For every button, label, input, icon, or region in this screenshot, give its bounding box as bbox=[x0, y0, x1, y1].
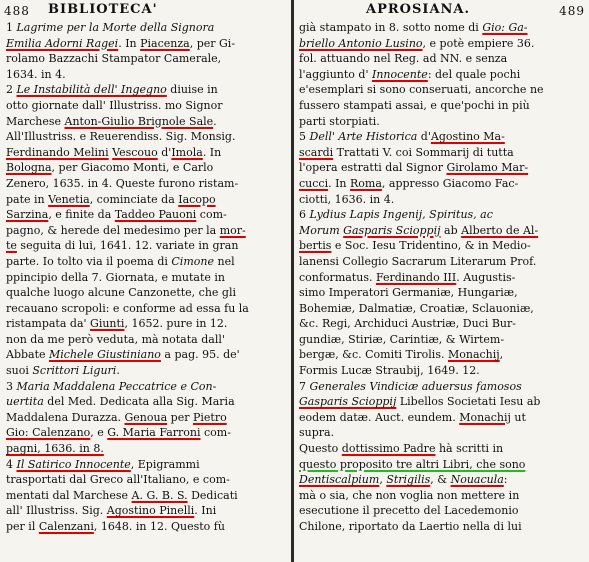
text-line bbox=[2, 145, 289, 161]
text-segment: : del quale pochi bbox=[427, 67, 521, 81]
text-segment: nel bbox=[213, 254, 235, 268]
underlined-text: Gasparis Scioppij bbox=[299, 395, 397, 409]
text-segment: non da me però veduta, mà notata dall' bbox=[6, 332, 225, 346]
text-segment: . Ini bbox=[194, 504, 217, 518]
text-segment: . bbox=[213, 114, 217, 128]
text-segment: 1634. in 4. bbox=[6, 67, 66, 81]
text-segment: a pag. 95. de' bbox=[160, 348, 240, 362]
text-line bbox=[296, 316, 587, 332]
underlined-text: Ferdinando Melini bbox=[6, 145, 109, 159]
text-segment: ppincipio della 7. Giornata, e mutate in bbox=[6, 270, 226, 284]
text-segment: . In bbox=[118, 36, 141, 50]
text-segment: , bbox=[499, 348, 504, 362]
text-segment: , Epigrammi bbox=[130, 457, 200, 471]
text-line bbox=[2, 114, 289, 130]
underlined-text: Monachij bbox=[447, 348, 500, 362]
text-segment: , bbox=[379, 473, 387, 487]
text-segment: l'opera estratti dal Signor bbox=[299, 161, 447, 175]
underlined-text: Monachij bbox=[459, 410, 511, 424]
text-line bbox=[296, 129, 587, 145]
left-text-body bbox=[2, 20, 289, 535]
text-segment: 2 bbox=[6, 83, 17, 97]
right-page-header bbox=[296, 0, 587, 20]
underlined-text: Iacopo bbox=[178, 192, 216, 206]
text-line bbox=[2, 347, 289, 363]
underlined-text: Imola bbox=[171, 145, 203, 159]
text-segment: , e bbox=[90, 426, 108, 440]
text-line bbox=[2, 82, 289, 98]
underlined-text: te bbox=[6, 239, 17, 253]
text-segment: per il bbox=[6, 520, 39, 533]
text-segment: Libellos Societati Iesu ab bbox=[396, 395, 541, 409]
underlined-text: Agostino Pinelli bbox=[106, 504, 195, 518]
text-segment: Marchese bbox=[6, 114, 65, 128]
underlined-text: Genoua bbox=[124, 410, 168, 424]
text-segment: : bbox=[503, 473, 508, 487]
underlined-text: Dentiscalpium bbox=[299, 473, 380, 487]
underlined-text: Il Satirico Innocente bbox=[16, 457, 131, 471]
left-running-title: BIBLIOTECA' bbox=[48, 2, 158, 17]
text-line bbox=[2, 223, 289, 239]
text-segment: . Augustis- bbox=[456, 270, 516, 284]
text-segment: suoi bbox=[6, 364, 33, 378]
text-segment: Maria Maddalena Peccatrice e Con- bbox=[16, 379, 217, 393]
text-segment: com- bbox=[196, 208, 227, 222]
underlined-text: Girolamo Mar- bbox=[446, 161, 529, 175]
text-segment: Trattati V. coi Sommarij di tutta bbox=[333, 145, 514, 159]
text-segment: Dell' Arte Historica bbox=[309, 130, 418, 144]
text-segment: pagno, & herede del medesimo per la bbox=[6, 223, 220, 237]
text-segment: 1 bbox=[6, 21, 17, 34]
page-gutter bbox=[291, 0, 294, 562]
underlined-text: Calenzani bbox=[38, 520, 94, 533]
text-line bbox=[2, 176, 289, 192]
underlined-text: Strigilis bbox=[386, 473, 431, 487]
text-segment: ut bbox=[510, 410, 526, 424]
text-line bbox=[2, 51, 289, 67]
text-line bbox=[296, 51, 587, 67]
text-segment: bergæ, &c. Comiti Tirolis. bbox=[299, 348, 448, 362]
text-line bbox=[2, 332, 289, 348]
text-segment: simo Imperatori Germaniæ, Hungariæ, bbox=[299, 286, 518, 300]
text-segment: All'Illustriss. e Reuerendiss. Sig. Monsig. bbox=[6, 130, 236, 144]
text-segment: Maddalena Durazza. bbox=[6, 410, 125, 424]
text-line bbox=[2, 363, 289, 379]
left-page-number: 488 bbox=[4, 4, 30, 18]
text-line bbox=[2, 503, 289, 519]
text-line bbox=[296, 20, 587, 36]
text-segment: uertita bbox=[6, 395, 44, 409]
text-segment: , & bbox=[430, 473, 451, 487]
underlined-text: G. Maria Farroni bbox=[107, 426, 201, 440]
text-segment: otto giornate dall' Illustriss. mo Signor bbox=[6, 98, 223, 112]
text-line bbox=[2, 285, 289, 301]
text-segment: conformatus. bbox=[299, 270, 376, 284]
underlined-text: Innocente bbox=[371, 67, 428, 81]
text-line bbox=[296, 238, 587, 254]
underlined-text: Anton-Giulio Brignole Sale bbox=[64, 114, 214, 128]
text-segment: Formis Lucæ Straubij, 1649. 12. bbox=[299, 364, 480, 378]
text-segment: . bbox=[116, 364, 120, 378]
underlined-text: Gio: Calenzano bbox=[6, 426, 91, 440]
text-segment: fussero stampati assai, e que'pochi in più bbox=[299, 98, 530, 112]
text-line bbox=[296, 270, 587, 286]
text-line bbox=[296, 394, 587, 410]
text-line bbox=[2, 192, 289, 208]
right-running-title: APROSIANA. bbox=[366, 2, 471, 17]
text-line bbox=[2, 488, 289, 504]
text-line bbox=[296, 285, 587, 301]
text-line bbox=[296, 36, 587, 52]
text-segment: Lagrime per la Morte della Signora bbox=[16, 21, 215, 34]
underlined-text: Pietro bbox=[192, 410, 227, 424]
underlined-text: Gio: Ga- bbox=[482, 21, 528, 34]
text-line bbox=[296, 472, 587, 488]
underlined-text: Vescouo bbox=[112, 145, 158, 159]
underlined-text: Nouacula bbox=[450, 473, 504, 487]
text-segment: pate in bbox=[6, 192, 49, 206]
text-line bbox=[296, 82, 587, 98]
text-segment: Bohemiæ, Dalmatiæ, Croatiæ, Sclauoniæ, bbox=[299, 301, 534, 315]
underlined-text: Ferdinando III bbox=[375, 270, 457, 284]
text-line bbox=[296, 425, 587, 441]
text-line bbox=[296, 332, 587, 348]
underlined-text: cucci bbox=[299, 176, 329, 190]
text-segment: esecutione il precetto del Lacedemonio bbox=[299, 504, 519, 518]
text-segment: , e finite da bbox=[48, 208, 115, 222]
text-line bbox=[296, 410, 587, 426]
underlined-text: scardi bbox=[299, 145, 334, 159]
text-line bbox=[2, 160, 289, 176]
text-line bbox=[2, 379, 289, 395]
text-segment: 7 bbox=[299, 379, 310, 393]
text-line bbox=[296, 457, 587, 473]
underlined-text: Le Instabilità dell' Ingegno bbox=[16, 83, 167, 97]
text-segment: &c. Regi, Archiduci Austriæ, Duci Bur- bbox=[299, 317, 516, 331]
text-line bbox=[296, 160, 587, 176]
left-page bbox=[2, 0, 289, 562]
text-line bbox=[296, 379, 587, 395]
text-segment: fol. attuando nel Reg. ad NN. e senza bbox=[299, 52, 508, 66]
text-line bbox=[296, 114, 587, 130]
text-segment: e'esemplari si sono conseruati, ancorche ne bbox=[299, 83, 544, 97]
text-segment: Morum bbox=[299, 223, 340, 237]
underlined-text: Bologna bbox=[6, 161, 52, 175]
text-line bbox=[2, 316, 289, 332]
text-segment: lanensi Collegio Sacrarum Literarum Prof. bbox=[299, 254, 537, 268]
text-segment: d' bbox=[157, 145, 172, 159]
green-underlined-text: questo proposito tre altri Libri, che sono bbox=[299, 457, 526, 471]
text-line bbox=[2, 129, 289, 145]
text-line bbox=[2, 207, 289, 223]
text-line bbox=[296, 254, 587, 270]
underlined-text: Giunti bbox=[90, 317, 125, 331]
text-line bbox=[296, 176, 587, 192]
text-segment: , 1648. in 12. Questo fù bbox=[93, 520, 225, 533]
text-line bbox=[2, 472, 289, 488]
text-segment: , per Giacomo Monti, e Carlo bbox=[51, 161, 214, 175]
text-line bbox=[296, 223, 587, 239]
underlined-text: Emilia Adorni Ragei bbox=[6, 36, 119, 50]
text-segment: . In bbox=[202, 145, 222, 159]
text-segment: recauano scropoli: e conforme ad essa fu la bbox=[6, 301, 249, 315]
text-segment: ciotti, 1636. in 4. bbox=[299, 192, 395, 206]
text-segment: Cimone bbox=[171, 254, 214, 268]
right-page-number: 489 bbox=[559, 4, 585, 18]
text-segment: parte. Io tolto via il poema di bbox=[6, 254, 172, 268]
text-segment: , e potè empiere 36. bbox=[422, 36, 535, 50]
text-segment: già stampato in 8. sotto nome di bbox=[299, 21, 483, 34]
text-segment: . In bbox=[328, 176, 351, 190]
text-segment: parti storpiati. bbox=[299, 114, 380, 128]
underlined-text: bertis bbox=[299, 239, 332, 253]
text-line bbox=[296, 441, 587, 457]
text-line bbox=[2, 410, 289, 426]
text-line bbox=[2, 457, 289, 473]
text-segment: mentati dal Marchese bbox=[6, 488, 132, 502]
text-line bbox=[296, 503, 587, 519]
text-line bbox=[296, 145, 587, 161]
underlined-text: Sarzina bbox=[6, 208, 49, 222]
text-line bbox=[2, 238, 289, 254]
text-line bbox=[296, 192, 587, 208]
text-segment: 6 bbox=[299, 208, 310, 222]
text-segment: Dedicati bbox=[187, 488, 238, 502]
text-segment: Abbate bbox=[6, 348, 50, 362]
text-segment: com- bbox=[200, 426, 231, 440]
underlined-text: Piacenza bbox=[140, 36, 190, 50]
text-segment: seguita di lui, 1641. 12. variate in gran bbox=[16, 239, 239, 253]
text-segment: l'aggiunto d' bbox=[299, 67, 372, 81]
text-line bbox=[296, 488, 587, 504]
text-line bbox=[2, 98, 289, 114]
text-line bbox=[296, 98, 587, 114]
text-segment: mà o sia, che non voglia non mettere in bbox=[299, 488, 520, 502]
underlined-text: Gasparis Scioppij bbox=[343, 223, 441, 237]
underlined-text: Michele Giustiniano bbox=[49, 348, 161, 362]
text-line bbox=[296, 519, 587, 535]
text-segment: d' bbox=[417, 130, 431, 144]
text-segment: del Med. Dedicata alla Sig. Maria bbox=[43, 395, 235, 409]
underlined-text: mor- bbox=[219, 223, 246, 237]
text-segment: per bbox=[167, 410, 193, 424]
text-segment: trasportati dal Greco all'Italiano, e com- bbox=[6, 473, 230, 487]
text-line bbox=[2, 67, 289, 83]
text-line bbox=[296, 207, 587, 223]
text-line bbox=[2, 441, 289, 457]
text-segment: Lydius Lapis Ingenij, Spiritus, ac bbox=[309, 208, 493, 222]
underlined-text: Alberto de Al- bbox=[461, 223, 539, 237]
text-segment: , per Gi- bbox=[189, 36, 236, 50]
text-segment: gundiæ, Stiriæ, Carintiæ, & Wirtem- bbox=[299, 332, 505, 346]
text-segment: ab bbox=[440, 223, 462, 237]
underlined-text: A. G. B. S. bbox=[131, 488, 188, 502]
text-segment: rolamo Bazzachi Stampator Camerale, bbox=[6, 52, 222, 66]
text-segment: , appresso Giacomo Fac- bbox=[381, 176, 519, 190]
text-segment: ristampata da' bbox=[6, 317, 91, 331]
text-segment: supra. bbox=[299, 426, 335, 440]
text-line bbox=[2, 270, 289, 286]
text-segment: qualche luogo alcune Canzonette, che gli bbox=[6, 286, 236, 300]
text-segment: 4 bbox=[6, 457, 17, 471]
text-segment: all' Illustriss. Sig. bbox=[6, 504, 107, 518]
text-segment: Generales Vindiciæ aduersus famosos bbox=[309, 379, 522, 393]
text-segment: Chilone, riportato da Laertio nella di lui bbox=[299, 520, 522, 533]
text-segment: , 1652. pure in 12. bbox=[124, 317, 228, 331]
text-line bbox=[296, 67, 587, 83]
text-segment: Scrittori Liguri bbox=[32, 364, 117, 378]
underlined-text: Roma bbox=[350, 176, 382, 190]
right-page bbox=[296, 0, 587, 562]
text-segment: 3 bbox=[6, 379, 17, 393]
text-line bbox=[2, 394, 289, 410]
text-line bbox=[2, 254, 289, 270]
right-text-body bbox=[296, 20, 587, 535]
underlined-text: Agostino Ma- bbox=[430, 130, 505, 144]
text-segment: , cominciate da bbox=[89, 192, 179, 206]
text-line bbox=[2, 519, 289, 535]
text-line bbox=[2, 36, 289, 52]
text-segment: e Soc. Iesu Tridentino, & in Medio- bbox=[331, 239, 531, 253]
text-segment: hà scritti in bbox=[435, 442, 504, 456]
underlined-text: pagni, 1636. in 8. bbox=[6, 442, 104, 456]
text-line bbox=[296, 363, 587, 379]
text-segment: eodem datæ. Auct. eundem. bbox=[299, 410, 460, 424]
text-segment: Zenero, 1635. in 4. Queste furono ristam- bbox=[6, 176, 239, 190]
text-segment: diuise in bbox=[166, 83, 218, 97]
text-line bbox=[2, 20, 289, 36]
underlined-text: Taddeo Pauoni bbox=[114, 208, 197, 222]
text-line bbox=[2, 301, 289, 317]
text-line bbox=[2, 425, 289, 441]
text-line bbox=[296, 301, 587, 317]
underlined-text: briello Antonio Lusino bbox=[299, 36, 423, 50]
text-segment: Questo bbox=[299, 442, 342, 456]
underlined-text: Venetia bbox=[48, 192, 90, 206]
underlined-text: dottissimo Padre bbox=[341, 442, 436, 456]
left-page-header bbox=[2, 0, 289, 20]
text-segment: 5 bbox=[299, 130, 310, 144]
text-line bbox=[296, 347, 587, 363]
